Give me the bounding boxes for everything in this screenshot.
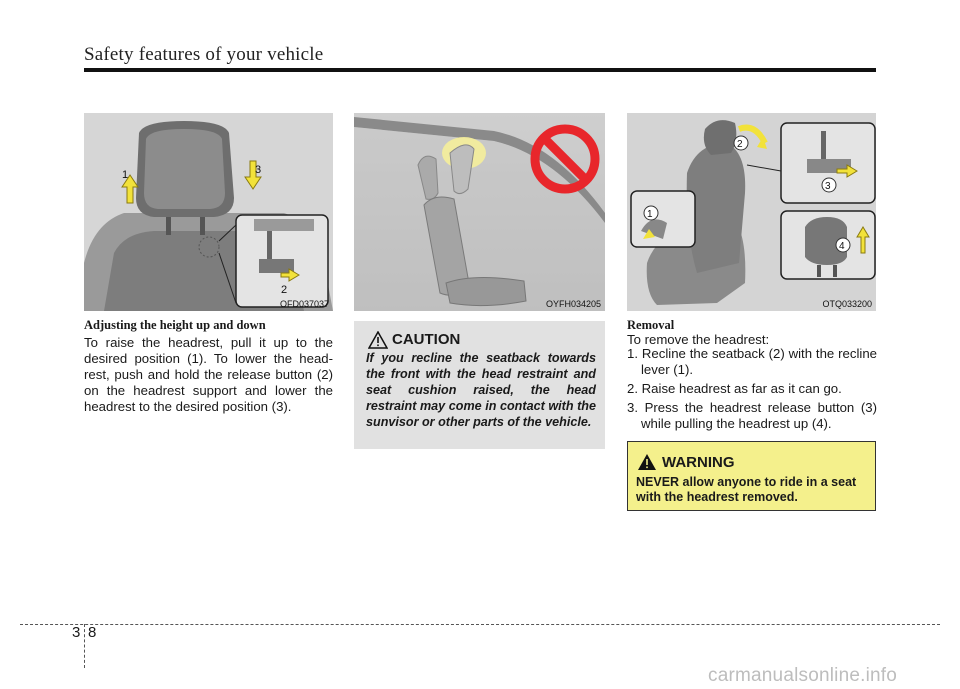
- page-number: 8: [88, 624, 97, 641]
- figure-headrest-removal: [627, 113, 876, 311]
- caution-text: If you recline the seatback towards the front with the head restraint and seat cushion raised, the head restraint may come in contact with the sunvisor or other parts of the vehicle.: [366, 351, 596, 429]
- warning-triangle-icon: [637, 453, 657, 471]
- figure-recline-prohibited: [354, 113, 605, 311]
- headrest-adjust-illustration: [84, 113, 333, 311]
- watermark: carmanualsonline.info: [708, 665, 898, 686]
- adjusting-title: Adjusting the height up and down: [84, 318, 266, 332]
- caution-box: [354, 321, 605, 449]
- removal-steps: [627, 346, 877, 435]
- caution-triangle-icon: [368, 331, 388, 349]
- callout-2: 2: [737, 139, 743, 150]
- removal-title: Removal: [627, 318, 675, 332]
- warning-text: NEVER allow anyone to ride in a seat with the headrest removed.: [636, 475, 857, 504]
- callout-4: 4: [839, 241, 845, 252]
- removal-step: 1. Recline the seatback (2) with the recline lever (1).: [627, 346, 877, 377]
- callout-3: 3: [825, 181, 831, 192]
- figure-code: OYFH034205: [545, 299, 601, 309]
- callout-3: 3: [255, 164, 262, 176]
- removal-intro: To remove the headrest:: [627, 332, 770, 347]
- removal-step: 2. Raise headrest as far as it can go.: [627, 381, 842, 396]
- figure-code: OFD037037: [279, 299, 329, 309]
- footer-divider: [84, 624, 85, 668]
- figure-headrest-adjust: [84, 113, 333, 311]
- callout-1: 1: [122, 169, 129, 181]
- callout-2: 2: [281, 284, 288, 296]
- adjusting-text: To raise the headrest, pull it up to the desired position (1). To lower the head-rest, push and hold the release button (2) on the headrest support and lower the headrest to the desired position (3).: [84, 335, 333, 414]
- figure-code: OTQ033200: [822, 299, 872, 309]
- header-rule: [84, 68, 876, 72]
- removal-step: 3. Press the headrest release button (3) while pulling the headrest up (4).: [627, 400, 877, 431]
- page-header-title: Safety features of your vehicle: [84, 44, 324, 65]
- warning-box: [627, 441, 876, 511]
- recline-prohibited-illustration: [354, 113, 605, 311]
- footer-rule: [20, 624, 940, 625]
- caution-title: CAUTION: [392, 331, 461, 348]
- warning-title: WARNING: [662, 454, 735, 471]
- callout-1: 1: [647, 209, 653, 220]
- chapter-number: 3: [72, 624, 81, 641]
- headrest-removal-illustration: [627, 113, 876, 311]
